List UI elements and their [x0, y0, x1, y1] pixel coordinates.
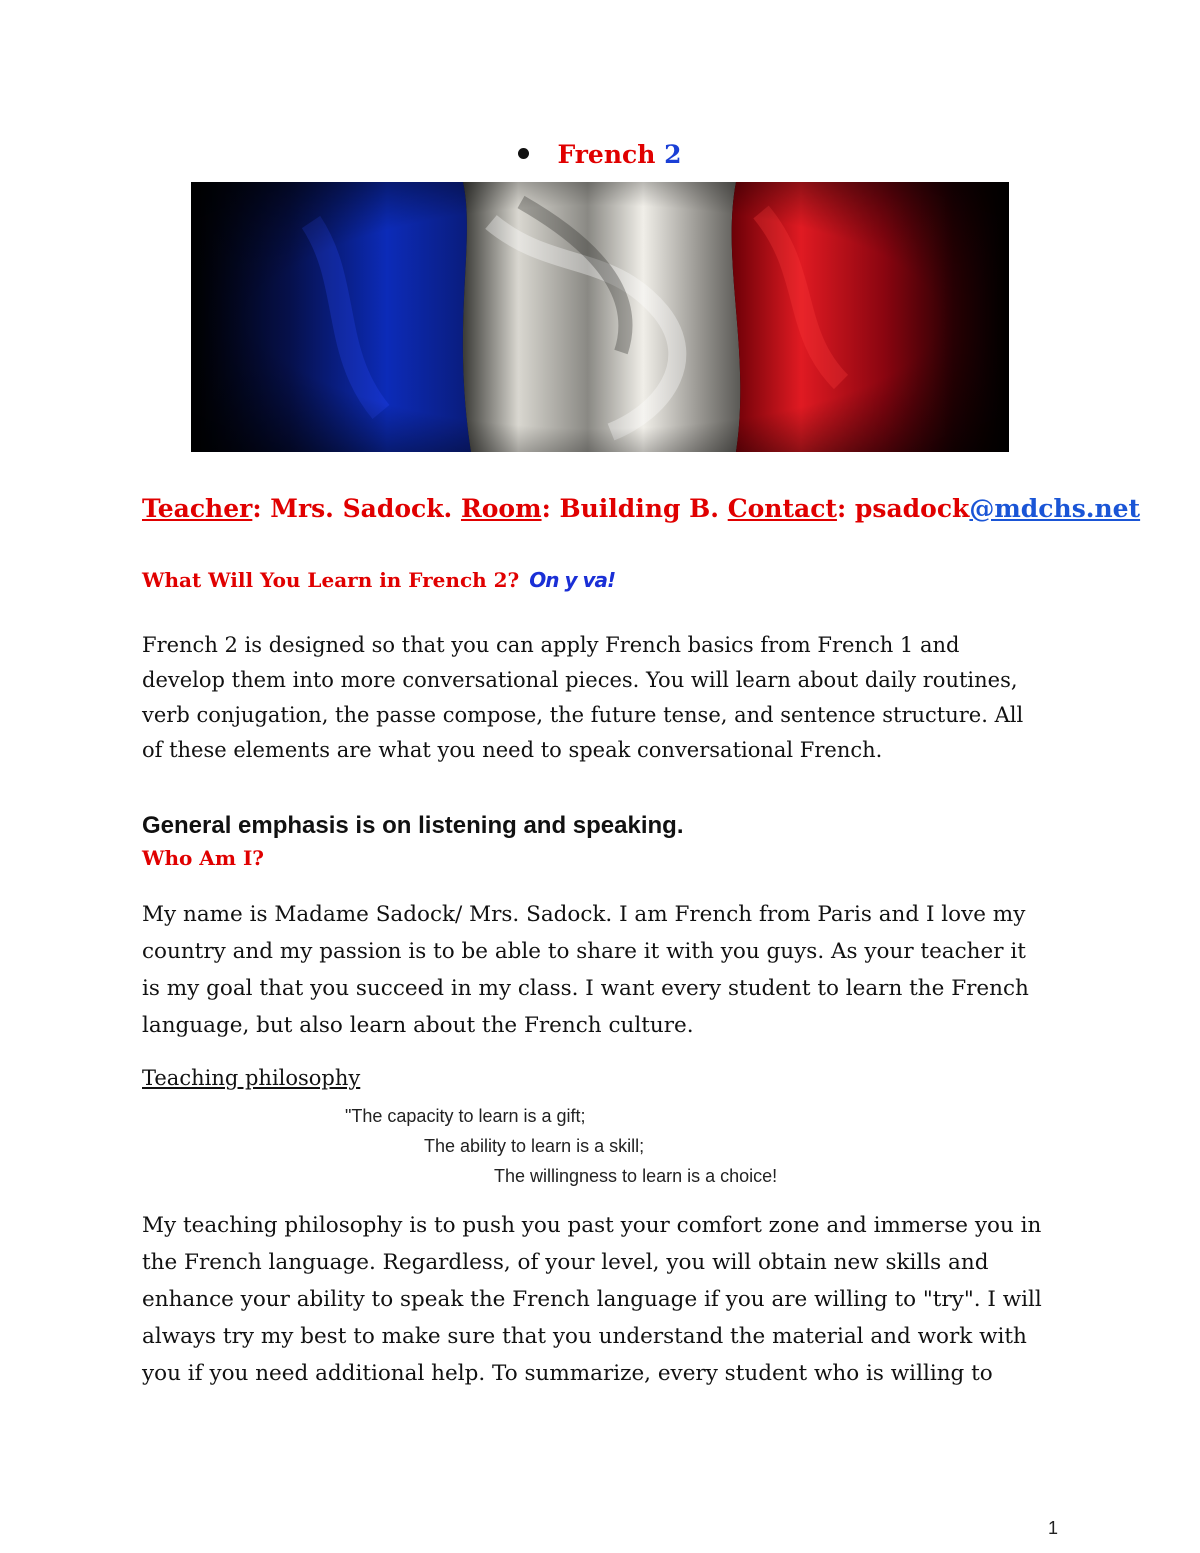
- learn-line: of these elements are what you need to speak conversational French.: [142, 738, 883, 762]
- who-line: My name is Madame Sadock/ Mrs. Sadock. I am French from Paris and I love my: [142, 902, 1026, 927]
- contact-line: Teacher: Mrs. Sadock. Room: Building B. Contact: psadock@mdchs.net: [142, 494, 1141, 523]
- who-line: language, but also learn about the French culture.: [142, 1013, 694, 1038]
- room-value: Building B.: [559, 494, 719, 523]
- philosophy-line: always try my best to make sure that you understand the material and work with: [142, 1324, 1027, 1349]
- who-line: is my goal that you succeed in my class. I want every student to learn the French: [142, 976, 1029, 1001]
- email-link[interactable]: @mdchs.net: [969, 494, 1141, 523]
- philosophy-line: enhance your ability to speak the French language if you are willing to "try". I will: [142, 1287, 1042, 1312]
- philosophy-line: the French language. Regardless, of your level, you will obtain new skills and: [142, 1250, 989, 1275]
- title-number: 2: [664, 140, 682, 169]
- philosophy-line: you if you need additional help. To summarize, every student who is willing to: [142, 1361, 993, 1386]
- who-line: country and my passion is to be able to share it with you guys. As your teacher it: [142, 939, 1026, 964]
- page-number: 1: [1047, 1518, 1058, 1538]
- room-label: Room: [460, 494, 542, 523]
- email-user: psadock: [854, 494, 970, 523]
- learn-line: verb conjugation, the passe compose, the future tense, and sentence structure. All: [142, 703, 1024, 727]
- quote-line: The willingness to learn is a choice!: [494, 1166, 778, 1186]
- quote-line: "The capacity to learn is a gift;: [345, 1106, 586, 1126]
- learn-paragraph: [142, 628, 1062, 768]
- teacher-label: Teacher: [142, 494, 253, 523]
- philosophy-line: My teaching philosophy is to push you past your comfort zone and immerse you in: [142, 1213, 1042, 1238]
- learn-tagline: On y va!: [529, 568, 616, 592]
- philosophy-paragraph: [142, 1207, 1062, 1392]
- page-title: [0, 140, 1200, 169]
- learn-heading: [142, 568, 615, 592]
- learn-line: French 2 is designed so that you can apply French basics from French 1 and: [142, 633, 960, 657]
- title-name: French: [557, 140, 656, 169]
- teacher-value: Mrs. Sadock.: [270, 494, 453, 523]
- who-heading: Who Am I?: [142, 846, 265, 870]
- emphasis-heading: General emphasis is on listening and speaking.: [142, 812, 684, 839]
- learn-heading-text: What Will You Learn in French 2?: [142, 568, 520, 592]
- french-flag-banner: [191, 182, 1009, 452]
- philosophy-heading: Teaching philosophy: [142, 1066, 361, 1090]
- learn-line: develop them into more conversational pieces. You will learn about daily routines,: [142, 668, 1018, 692]
- contact-label: Contact: [727, 494, 837, 523]
- quote-line: The ability to learn is a skill;: [424, 1136, 645, 1156]
- bullet-icon: [518, 148, 529, 159]
- who-paragraph: [142, 896, 1062, 1044]
